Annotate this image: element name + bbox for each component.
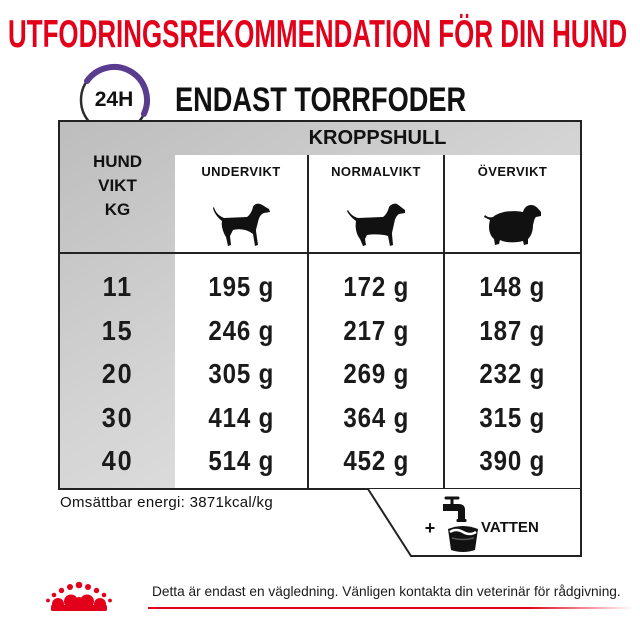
royal-canin-crown-icon — [42, 580, 116, 614]
value-cell — [445, 396, 580, 440]
subtitle: ENDAST TORRFODER — [175, 81, 467, 119]
column-label-underweight: UNDERVIKT — [201, 164, 281, 179]
dog-overweight-icon — [482, 203, 542, 247]
portion-underweight: 195 g — [208, 271, 274, 302]
table-row — [60, 439, 580, 483]
disclaimer-container — [152, 583, 632, 601]
value-cell — [175, 352, 307, 396]
energy-note: Omsättbar energi: 3871kcal/kg — [60, 494, 273, 511]
table-row — [60, 265, 580, 309]
portion-underweight: 246 g — [208, 314, 274, 346]
weight-value: 30 — [101, 401, 134, 433]
value-cell — [445, 439, 580, 483]
value-cell — [175, 396, 307, 440]
weight-value: 40 — [101, 445, 134, 477]
water-label: VATTEN — [481, 519, 539, 536]
feeding-table — [58, 120, 582, 490]
value-cell — [175, 265, 307, 309]
portion-normal-weight: 172 g — [343, 271, 409, 302]
portion-overweight: 148 g — [479, 271, 546, 302]
weight-cell — [60, 352, 175, 396]
value-cell — [175, 439, 307, 483]
portion-underweight: 305 g — [208, 358, 274, 390]
portion-overweight: 390 g — [479, 445, 546, 477]
row-header-line: VIKT — [98, 176, 137, 195]
disclaimer: Detta är endast en vägledning. Vänligen kontakta din veterinär för rådgivning. — [152, 584, 621, 599]
portion-normal-weight: 269 g — [343, 358, 409, 390]
page-title-container — [8, 13, 634, 57]
portion-overweight: 232 g — [479, 358, 546, 390]
value-cell — [309, 439, 443, 483]
header-divider — [60, 252, 580, 254]
portion-overweight: 187 g — [479, 314, 546, 346]
footer-divider — [148, 607, 634, 609]
body-condition-header: KROPPSHULL — [308, 127, 447, 149]
water-tap-bowl-icon — [440, 494, 480, 556]
dog-normal-weight-icon — [346, 203, 406, 247]
value-cell — [309, 265, 443, 309]
row-header-line: KG — [104, 200, 131, 219]
table-row — [60, 352, 580, 396]
value-cell — [309, 352, 443, 396]
subtitle-container — [175, 80, 475, 120]
weight-cell — [60, 309, 175, 353]
table-row — [60, 396, 580, 440]
weight-cell — [60, 265, 175, 309]
weight-value: 11 — [102, 271, 133, 302]
column-label-overweight: ÖVERVIKT — [477, 164, 548, 179]
page-title: UTFODRINGSREKOMMENDATION FÖR DIN HUND — [8, 13, 628, 56]
dog-underweight-icon — [211, 203, 271, 247]
value-cell — [309, 396, 443, 440]
column-label-normal-weight: NORMALVIKT — [331, 164, 421, 179]
value-cell — [175, 309, 307, 353]
row-header — [60, 150, 175, 222]
portion-underweight: 514 g — [208, 445, 274, 477]
value-cell — [445, 309, 580, 353]
weight-cell — [60, 396, 175, 440]
value-cell — [309, 309, 443, 353]
portion-normal-weight: 364 g — [343, 401, 409, 433]
portion-overweight: 315 g — [479, 401, 546, 433]
portion-normal-weight: 452 g — [343, 445, 409, 477]
weight-value: 15 — [101, 314, 134, 346]
portion-normal-weight: 217 g — [343, 314, 409, 346]
portion-underweight: 414 g — [208, 401, 274, 433]
weight-value: 20 — [101, 358, 134, 390]
table-row — [60, 309, 580, 353]
row-header-line: HUND — [92, 152, 143, 171]
clock-label: 24H — [94, 88, 134, 111]
weight-cell — [60, 439, 175, 483]
plus-sign: + — [424, 518, 436, 538]
value-cell — [445, 352, 580, 396]
value-cell — [445, 265, 580, 309]
